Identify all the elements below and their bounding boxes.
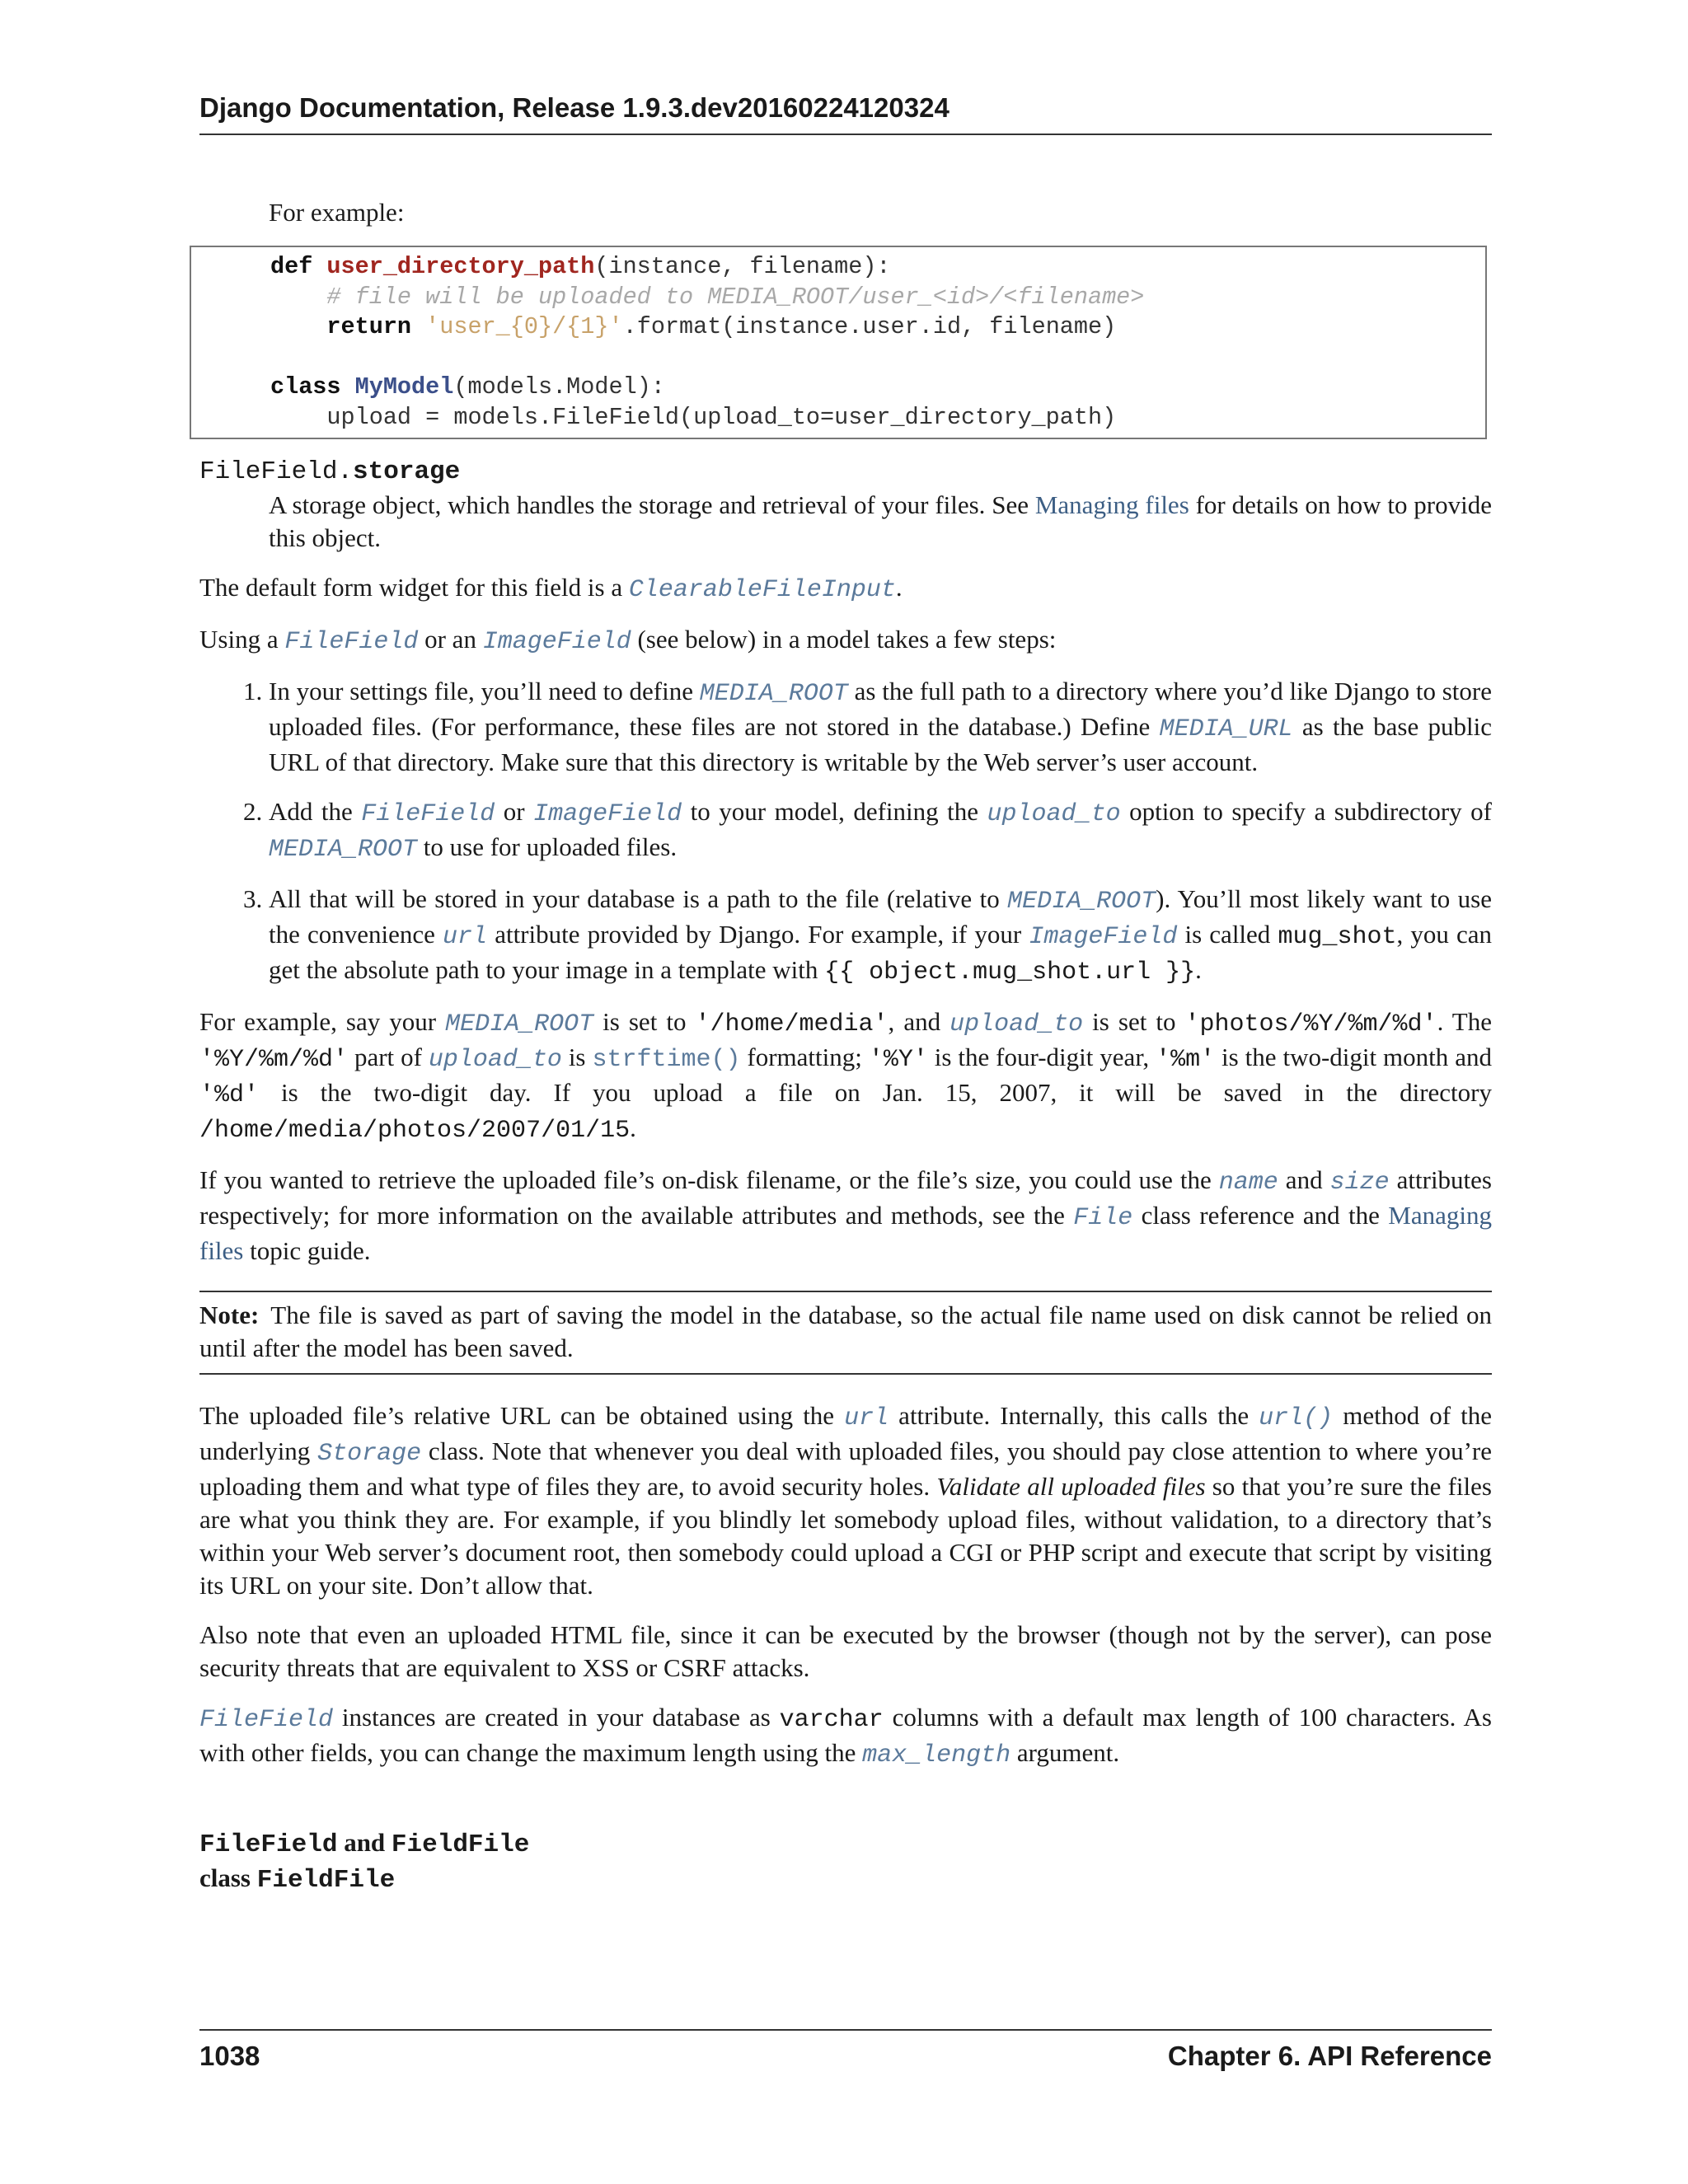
storage-signature: FileField.storage [199, 457, 461, 486]
html-note-paragraph: Also note that even an uploaded HTML file, since it can be executed by the browser (though not by the server), can pose security threats that are equivalent to XSS or CSRF attacks. [199, 1620, 1492, 1682]
media-root-link[interactable]: MEDIA_ROOT [699, 680, 848, 708]
media-url-link[interactable]: MEDIA_URL [1159, 715, 1293, 743]
code-block: def user_directory_path(instance, filename): # file will be uploaded to MEDIA_ROOT/user_<id>/<filename> return 'user_{0}/{1}'.format(instance.user.id, filename) class MyModel(models.Model): upload = models.FileField(upload_to=user_directory_path) [190, 246, 1487, 439]
managing-files-link[interactable]: Managing files [1034, 490, 1189, 519]
using-paragraph: Using a FileField or an ImageField (see below) in a model takes a few steps: [199, 625, 1057, 656]
fieldfile-class-signature: class FieldFile [199, 1863, 396, 1895]
size-link[interactable]: size [1329, 1169, 1390, 1197]
note-text: The file is saved as part of saving the model in the database, so the actual file name used on disk cannot be relied on until after the model has been saved. [199, 1301, 1492, 1362]
list-item: 3. All that will be stored in your database is a path to the file (relative to MEDIA_ROOT). You’ll most likely want to use the convenience url attribute provided by Django. For example, if your ImageField is called mug_shot, you can get the absolute path to your image in a template with {{ object.mug_shot.url }}. [269, 883, 1492, 989]
max-length-link[interactable]: max_length [862, 1741, 1011, 1769]
retrieve-paragraph: If you wanted to retrieve the uploaded file’s on-disk filename, or the file’s size, you could use the name and size attributes respectively; for more information on the available attributes and methods, see the File class reference and the Managing files topic guide. [199, 1165, 1492, 1265]
page-number: 1038 [199, 2041, 260, 2071]
imagefield-link[interactable]: ImageField [1029, 923, 1178, 951]
media-root-link[interactable]: MEDIA_ROOT [1007, 888, 1156, 916]
for-example-text: For example: [269, 198, 405, 227]
default-widget-paragraph: The default form widget for this field is a ClearableFileInput. [199, 573, 903, 604]
file-link[interactable]: File [1073, 1204, 1133, 1232]
media-root-link[interactable]: MEDIA_ROOT [269, 836, 418, 864]
varchar-paragraph: FileField instances are created in your database as varchar columns with a default max length of 100 characters. As with other fields, you can change the maximum length using the max_length argument. [199, 1703, 1493, 1769]
imagefield-link[interactable]: ImageField [482, 628, 631, 656]
upload-to-link[interactable]: upload_to [987, 800, 1121, 828]
managing-files-link[interactable]: Managing files [199, 1201, 1492, 1265]
url-link[interactable]: url [443, 923, 488, 951]
imagefield-link[interactable]: ImageField [533, 800, 682, 828]
clearablefileinput-link[interactable]: ClearableFileInput [628, 576, 896, 604]
filefield-link[interactable]: FileField [284, 628, 419, 656]
chapter-title: Chapter 6. API Reference [1167, 2041, 1492, 2071]
page-content [199, 196, 1492, 1897]
filefield-link[interactable]: FileField [361, 800, 495, 828]
media-root-link[interactable]: MEDIA_ROOT [445, 1010, 594, 1038]
note-label: Note: [199, 1301, 260, 1329]
filefield-link[interactable]: FileField [199, 1706, 334, 1734]
url-method-link[interactable]: url() [1259, 1404, 1334, 1432]
note-box [199, 1291, 1492, 1375]
url-link[interactable]: url [844, 1404, 889, 1432]
storage-link[interactable]: Storage [317, 1440, 422, 1468]
steps-list [199, 675, 1492, 989]
example-paragraph: For example, say your MEDIA_ROOT is set to '/home/media', and upload_to is set to 'photos/%Y/%m/%d'. The '%Y/%m/%d' part of upload_to is strftime() formatting; '%Y' is the four-digit year, '%m' is the two-digit month and '%d' is the two-digit day. If you upload a file on Jan. 15, 2007, it will be saved in the directory /home/media/photos/2007/01/15. [199, 1007, 1492, 1145]
storage-description: A storage object, which handles the storage and retrieval of your files. See Managing files for details on how to provide this object. [269, 490, 1492, 552]
strftime-link[interactable]: strftime() [592, 1046, 741, 1074]
list-item: 2. Add the FileField or ImageField to your model, defining the upload_to option to specify a subdirectory of MEDIA_ROOT to use for uploaded files. [269, 795, 1492, 866]
list-item: 1. In your settings file, you’ll need to define MEDIA_ROOT as the full path to a directory where you’d like Django to store uploaded files. (For performance, these files are not stored in the database.) Define MEDIA_URL as the base public URL of that directory. Make sure that this directory is writable by the Web server’s user account. [269, 675, 1492, 779]
upload-to-link[interactable]: upload_to [428, 1046, 562, 1074]
running-header: Django Documentation, Release 1.9.3.dev20160224120324 [199, 92, 1492, 135]
upload-to-link[interactable]: upload_to [950, 1010, 1084, 1038]
running-footer [199, 2029, 1492, 2072]
name-link[interactable]: name [1218, 1169, 1278, 1197]
section-heading: FileField and FieldFile class FieldFile [199, 1826, 1492, 1897]
relative-url-paragraph: The uploaded file’s relative URL can be obtained using the url attribute. Internally, this calls the url() method of the underlying Storage class. Note that whenever you deal with uploaded files, you should pay close attention to where you’re uploading them and what type of files they are, to avoid security holes. Validate all uploaded files so that you’re sure the files are what you think they are. For example, if you blindly let somebody upload files, without validation, to a directory that’s within your Web server’s document root, then somebody could upload a CGI or PHP script and execute that script by visiting its URL on your site. Don’t allow that. [199, 1401, 1493, 1600]
